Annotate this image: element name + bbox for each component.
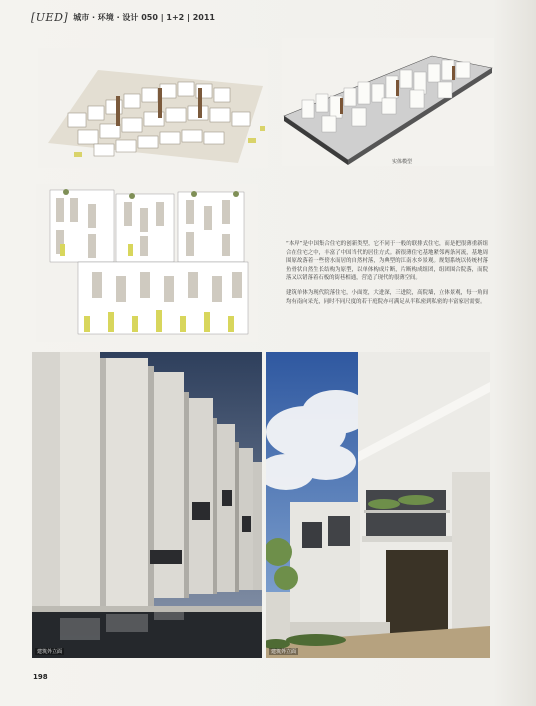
model-photo-elevation [36, 184, 258, 342]
model-photo-plinth [282, 38, 494, 166]
article-body [286, 240, 488, 312]
photo-caption-right: 建筑外立面 [271, 649, 297, 655]
model-caption: 实体模型 [392, 159, 413, 165]
page-header [31, 9, 215, 25]
photo-caption-left: 建筑外立面 [37, 649, 63, 655]
facade-photo-left [32, 352, 262, 658]
magazine-logo: [UED] [31, 10, 69, 24]
facade-photo-right [266, 352, 490, 658]
model-photo-large [38, 48, 268, 168]
article-paragraph: 建筑单体为现代院落住宅，小面宽，大进深，三进院，高院墙，立体景观，每一角间均有南向采光，同时不同尺度的若干庭院亦可满足从半私密到私密的丰富家居需要。 [286, 289, 488, 305]
page-number: 198 [33, 673, 48, 681]
header-title: 城市 · 环境 · 设计 050 | 1+2 | 2011 [73, 12, 215, 22]
article-paragraph: “本岸”是中国集合住宅的创新类型，它不同于一般的联排式住宅，而是把很薄重新组合在住宅之中，丰富了中国当代的居住方式。新很薄住宅基地紧邻两条河流，基地周围原故落着一些傍水而居的自然村落，为典型的江南水乡景观。规划系统以传统村落鱼骨状自然生长结构为原型，以单体构成片断，片断构成组团，组团围合院落，而院落又以错落着石板的街巷相通，营造了现代的很薄空间。 [286, 241, 488, 282]
